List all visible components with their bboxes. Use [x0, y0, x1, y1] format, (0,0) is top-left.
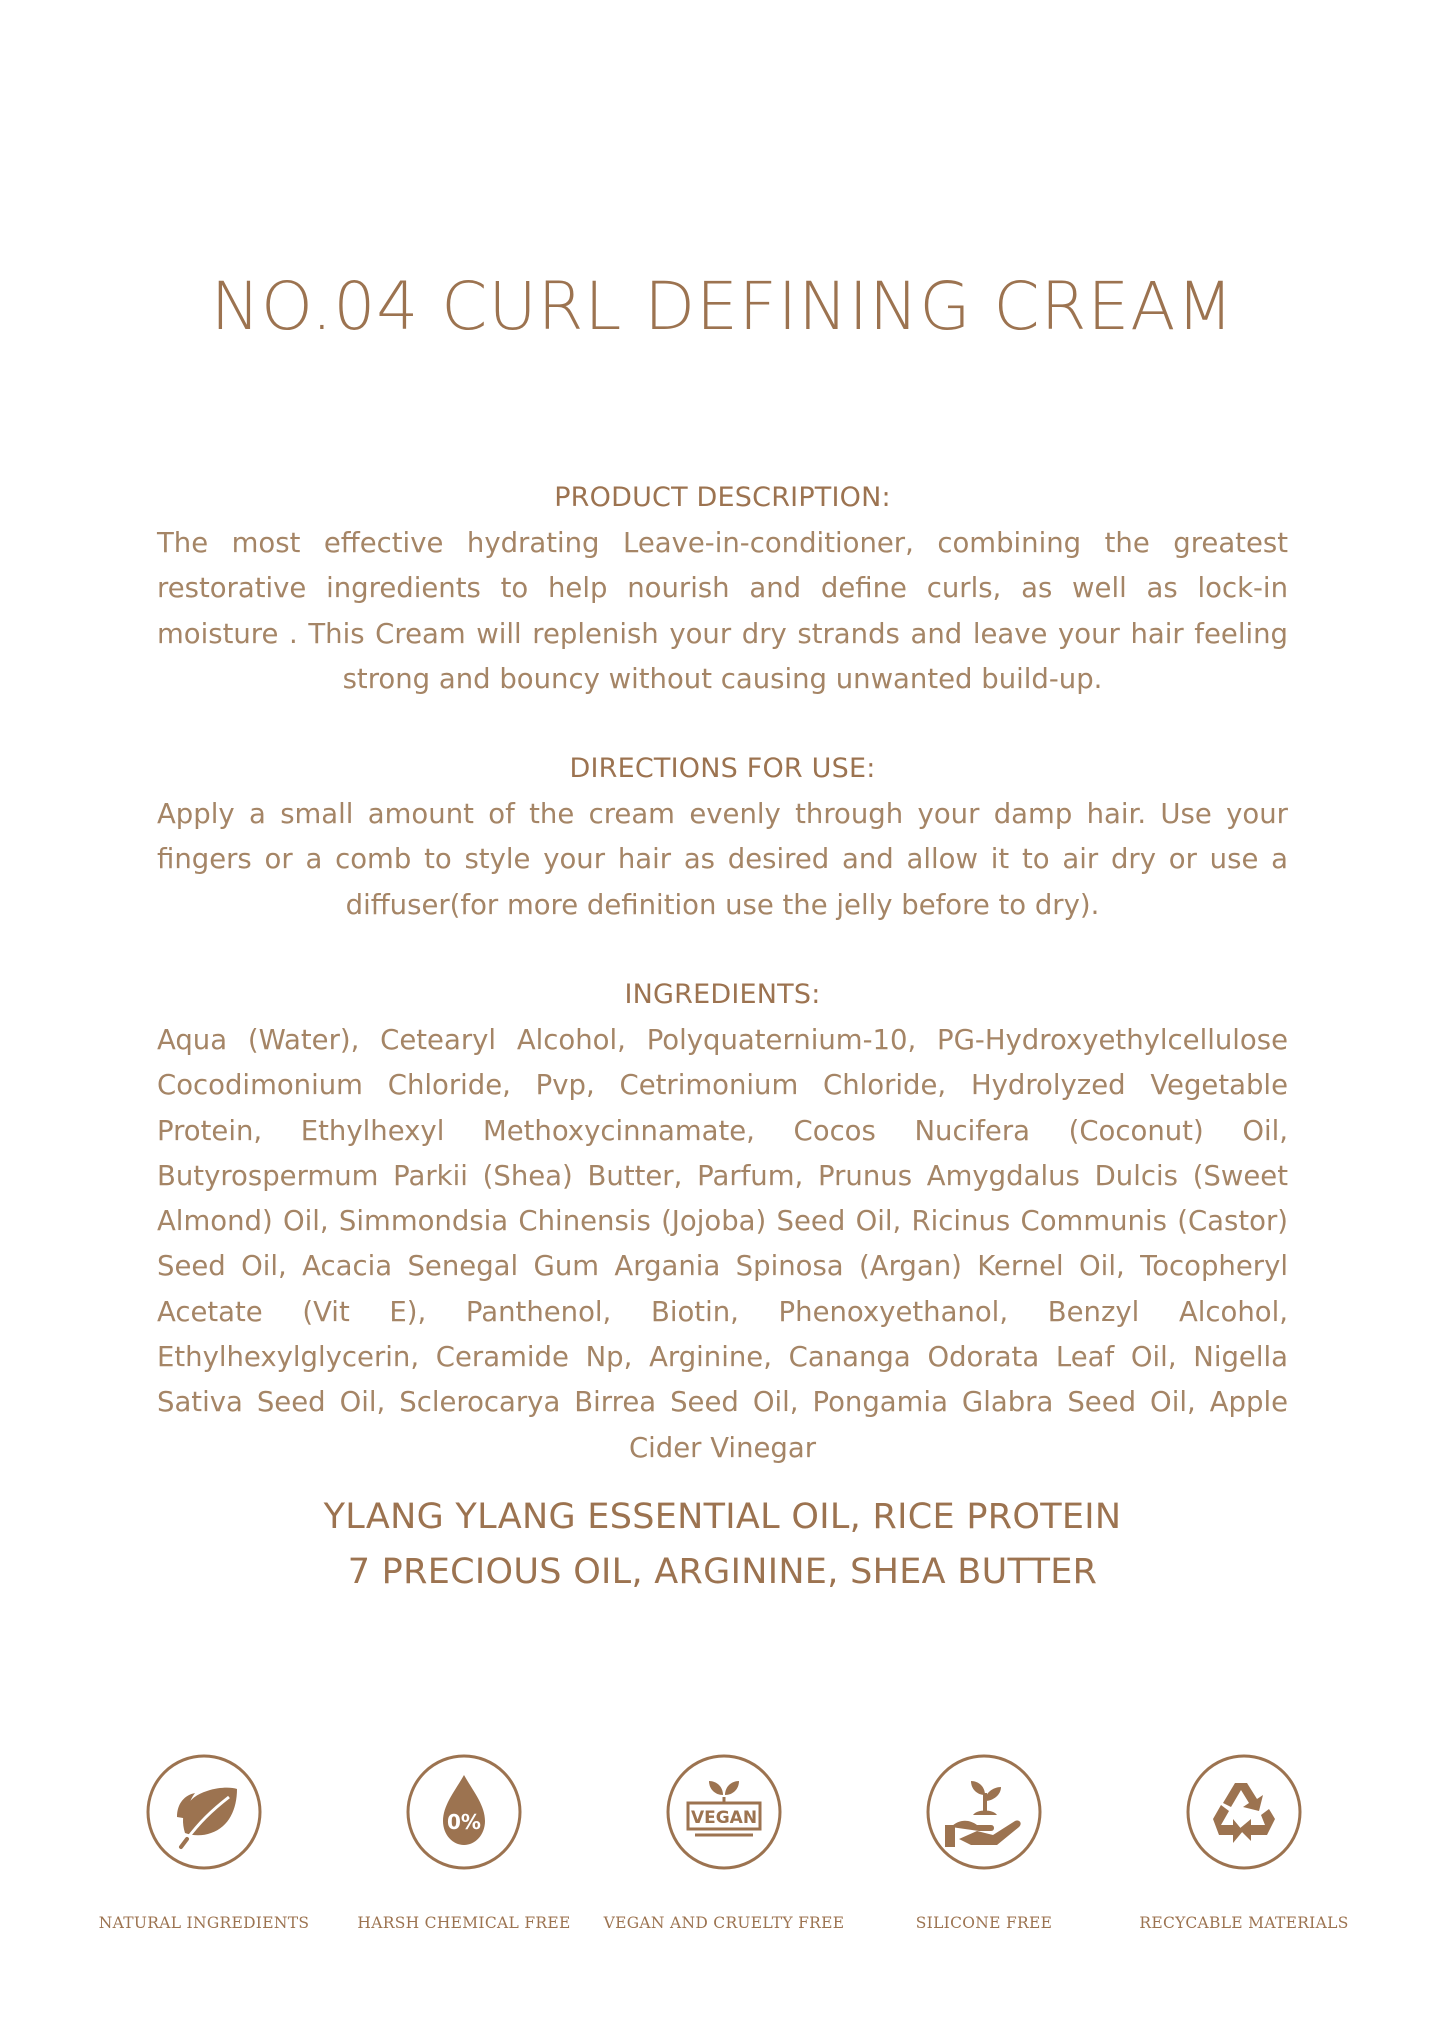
vegan-icon [665, 1753, 783, 1871]
product-description-section [157, 475, 1288, 702]
key-ingredients-line-1: YLANG YLANG ESSENTIAL OIL, RICE PROTEIN [323, 1497, 1122, 1537]
directions-section [157, 746, 1288, 928]
badge-natural-ingredients [74, 1753, 334, 1932]
badge-label: VEGAN AND CRUELTY FREE [603, 1914, 845, 1932]
product-description-text: The most effective hydrating Leave-in-conditioner, combining the greatest restorative ingredients to help nourish and define curls, as well as lock-in moisture . This Cream will replenish your dry strands and leave your hair feeling strong and bouncy without causing unwanted build-up. [157, 527, 1288, 695]
page-title: NO.04 CURL DEFINING CREAM [210, 268, 1235, 345]
badge-harsh-chemical-free [334, 1753, 594, 1932]
badge-label: SILICONE FREE [915, 1914, 1053, 1932]
badge-label: NATURAL INGREDIENTS [98, 1914, 310, 1932]
badge-recyclable-materials [1114, 1753, 1374, 1932]
badge-silicone-free [854, 1753, 1114, 1932]
product-description-heading: PRODUCT DESCRIPTION: [554, 482, 891, 513]
badge-label: HARSH CHEMICAL FREE [357, 1914, 571, 1932]
ingredients-section [157, 972, 1288, 1471]
directions-heading: DIRECTIONS FOR USE: [569, 753, 876, 784]
drop-zero-percent-icon [405, 1753, 523, 1871]
feature-badges [0, 1753, 1445, 1953]
ingredients-text: Aqua (Water), Cetearyl Alcohol, Polyquaternium-10, PG-Hydroxyethylcellulose Cocodimonium Chloride, Pvp, Cetrimonium Chloride, Hydrolyzed Vegetable Protein, Ethylhexyl Methoxycinnamate, Cocos Nucifera (Coconut) Oil, Butyrospermum Parkii (Shea) Butter, Parfum, Prunus Amygdalus Dulcis (Sweet Almond) Oil, Simmondsia Chinensis (Jojoba) Seed Oil, Ricinus Communis (Castor) Seed Oil, Acacia Senegal Gum Argania Spinosa (Argan) Kernel Oil, Tocopheryl Acetate (Vit E), Panthenol, Biotin, Phenoxyethanol, Benzyl Alcohol, Ethylhexylglycerin, Ceramide Np, Arginine, Cananga Odorata Leaf Oil, Nigella Sativa Seed Oil, Sclerocarya Birrea Seed Oil, Pongamia Glabra Seed Oil, Apple Cider Vinegar [157, 1024, 1288, 1464]
hand-plant-icon [925, 1753, 1043, 1871]
key-ingredients-line-2: 7 PRECIOUS OIL, ARGININE, SHEA BUTTER [347, 1552, 1098, 1592]
recycle-icon [1185, 1753, 1303, 1871]
badge-label: RECYCABLE MATERIALS [1139, 1914, 1349, 1932]
drop-icon-text: 0% [447, 1810, 481, 1834]
ingredients-heading: INGREDIENTS: [624, 979, 821, 1010]
vegan-icon-text: VEGAN [690, 1808, 758, 1828]
leaf-icon [145, 1753, 263, 1871]
directions-text: Apply a small amount of the cream evenly through your damp hair. Use your fingers or a comb to style your hair as desired and allow it to air dry or use a diffuser(for more definition use the jelly before to dry). [157, 798, 1288, 921]
badge-vegan-cruelty-free [594, 1753, 854, 1932]
